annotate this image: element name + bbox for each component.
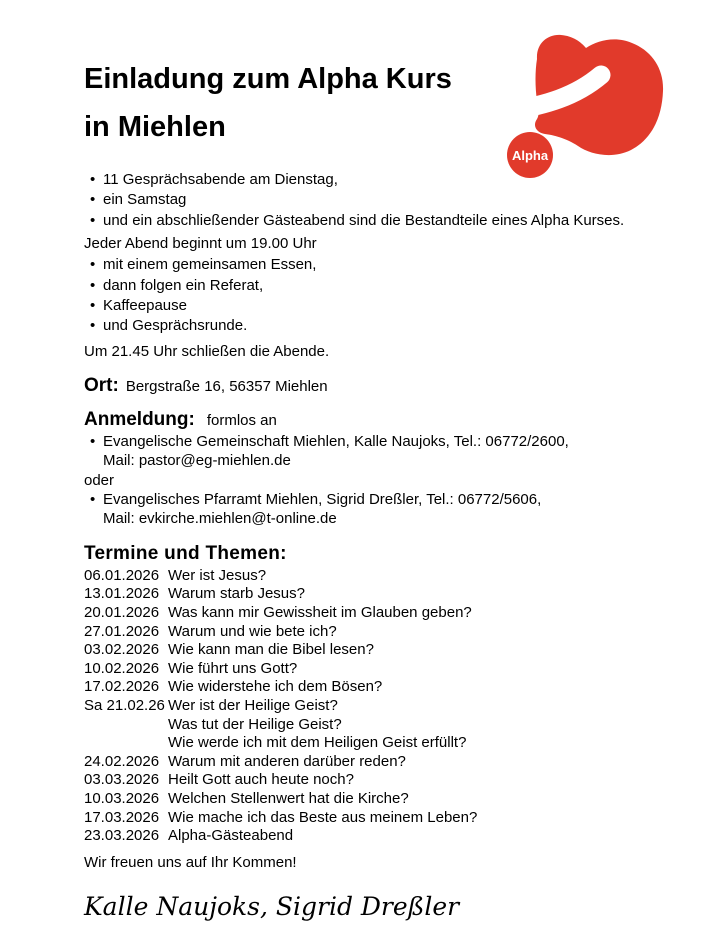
schedule-topic: Was kann mir Gewissheit im Glauben geben? bbox=[168, 604, 472, 622]
schedule-row bbox=[84, 623, 680, 642]
schedule-date: 17.02.2026 bbox=[84, 678, 160, 696]
schedule-date: 24.02.2026 bbox=[84, 752, 160, 770]
schedule-row bbox=[84, 809, 680, 828]
bullet-text: dann folgen ein Referat, bbox=[103, 276, 264, 294]
schedule-topic: Wie werde ich mit dem Heiligen Geist erfüllt? bbox=[168, 734, 467, 752]
bullet-marker bbox=[90, 170, 103, 190]
schedule-topic: Wie widerstehe ich dem Bösen? bbox=[168, 678, 383, 696]
schedule-topic: Wer ist Jesus? bbox=[168, 566, 267, 584]
location-line bbox=[84, 374, 680, 399]
schedule-row bbox=[84, 678, 680, 697]
schedule-topic: Welchen Stellenwert hat die Kirche? bbox=[168, 790, 409, 807]
contact-line: Evangelisches Pfarramt Miehlen, Sigrid Dreßler, Tel.: 06772/5606, bbox=[103, 491, 542, 509]
schedule-topic: Heilt Gott auch heute noch? bbox=[168, 771, 354, 789]
evening-close-text: Um 21.45 Uhr schließen die Abende. bbox=[84, 342, 330, 360]
schedule-topic: Wie führt uns Gott? bbox=[168, 659, 298, 677]
schedule-date: 20.01.2026 bbox=[84, 604, 160, 622]
schedule-date: 13.01.2026 bbox=[84, 585, 160, 603]
bullet-text: 11 Gesprächsabende am Dienstag, bbox=[103, 171, 338, 188]
bullet-marker bbox=[90, 316, 103, 336]
schedule-row bbox=[84, 604, 680, 623]
contact-line: Evangelische Gemeinschaft Miehlen, Kalle Naujoks, Tel.: 06772/2600, bbox=[103, 432, 569, 450]
schedule-row bbox=[84, 790, 680, 809]
schedule-row bbox=[84, 585, 680, 604]
contact-mail: Mail: evkirche.miehlen@t-online.de bbox=[103, 510, 337, 528]
bullet-marker bbox=[90, 276, 103, 296]
list-item bbox=[84, 211, 680, 231]
schedule-row bbox=[84, 734, 680, 753]
bullet-text: und ein abschließender Gästeabend sind die Bestandteile eines Alpha Kurses. bbox=[103, 211, 625, 229]
location-value: Bergstraße 16, 56357 Miehlen bbox=[125, 377, 328, 395]
schedule-table bbox=[84, 567, 680, 846]
schedule-row bbox=[84, 827, 680, 846]
schedule-row bbox=[84, 753, 680, 772]
schedule-date: 10.02.2026 bbox=[84, 659, 160, 677]
document-body bbox=[84, 65, 680, 922]
schedule-row bbox=[84, 567, 680, 586]
location-label: Ort: bbox=[84, 374, 119, 396]
bullet-text: mit einem gemeinsamen Essen, bbox=[103, 256, 317, 274]
bullet-text: und Gesprächsrunde. bbox=[103, 317, 248, 335]
bullet-marker bbox=[90, 211, 103, 231]
contact-item bbox=[84, 432, 680, 471]
schedule-topic: Wie mache ich das Beste aus meinem Leben? bbox=[168, 808, 478, 826]
schedule-row bbox=[84, 716, 680, 735]
schedule-date: 23.03.2026 bbox=[84, 827, 160, 845]
schedule-date: 03.02.2026 bbox=[84, 641, 160, 659]
bullet-marker bbox=[90, 296, 103, 316]
contact-separator: oder bbox=[84, 471, 115, 489]
registration-line bbox=[84, 408, 680, 432]
list-item bbox=[84, 296, 680, 316]
bullet-marker bbox=[90, 432, 103, 471]
schedule-topic: Alpha-Gästeabend bbox=[168, 827, 294, 845]
list-item bbox=[84, 170, 680, 190]
schedule-date bbox=[84, 716, 168, 735]
signature-text: Kalle Naujoks, Sigrid Dreßler bbox=[84, 891, 460, 921]
bullet-marker bbox=[90, 190, 103, 210]
schedule-date: 06.01.2026 bbox=[84, 566, 160, 584]
schedule-date: 10.03.2026 bbox=[84, 790, 160, 807]
bullet-text: Kaffeepause bbox=[103, 297, 187, 315]
schedule-heading: Termine und Themen: bbox=[84, 542, 287, 564]
alpha-logo-label: Alpha bbox=[511, 148, 549, 163]
registration-value: formlos an bbox=[206, 411, 277, 429]
schedule-date: 27.01.2026 bbox=[84, 622, 160, 640]
schedule-topic: Warum und wie bete ich? bbox=[168, 622, 337, 640]
registration-label: Anmeldung: bbox=[84, 408, 195, 430]
schedule-topic: Warum starb Jesus? bbox=[168, 585, 305, 603]
page-title-line2: in Miehlen bbox=[84, 111, 226, 143]
schedule-row bbox=[84, 771, 680, 790]
schedule-date: 03.03.2026 bbox=[84, 771, 160, 789]
intro-bullet-list bbox=[84, 170, 680, 231]
contact-list bbox=[84, 432, 680, 529]
evening-bullet-list bbox=[84, 255, 680, 337]
schedule-row bbox=[84, 641, 680, 660]
schedule-topic: Warum mit anderen darüber reden? bbox=[168, 752, 406, 770]
contact-item bbox=[84, 490, 680, 529]
schedule-date: 17.03.2026 bbox=[84, 808, 160, 826]
schedule-row bbox=[84, 660, 680, 679]
schedule-topic: Wer ist der Heilige Geist? bbox=[168, 697, 338, 715]
schedule-date: Sa 21.02.26 bbox=[84, 697, 165, 715]
schedule-row bbox=[84, 697, 680, 716]
list-item bbox=[84, 316, 680, 336]
page-title-line1: Einladung zum Alpha Kurs bbox=[84, 63, 452, 95]
closing-text: Wir freuen uns auf Ihr Kommen! bbox=[84, 853, 297, 871]
schedule-topic: Was tut der Heilige Geist? bbox=[168, 715, 342, 733]
bullet-text: ein Samstag bbox=[103, 191, 187, 209]
list-item bbox=[84, 276, 680, 296]
bullet-marker bbox=[90, 490, 103, 529]
contact-mail: Mail: pastor@eg-miehlen.de bbox=[103, 452, 291, 470]
list-item bbox=[84, 255, 680, 275]
evening-lead-text: Jeder Abend beginnt um 19.00 Uhr bbox=[84, 235, 317, 253]
schedule-topic: Wie kann man die Bibel lesen? bbox=[168, 641, 374, 659]
bullet-marker bbox=[90, 255, 103, 275]
list-item bbox=[84, 190, 680, 210]
schedule-date bbox=[84, 734, 168, 753]
